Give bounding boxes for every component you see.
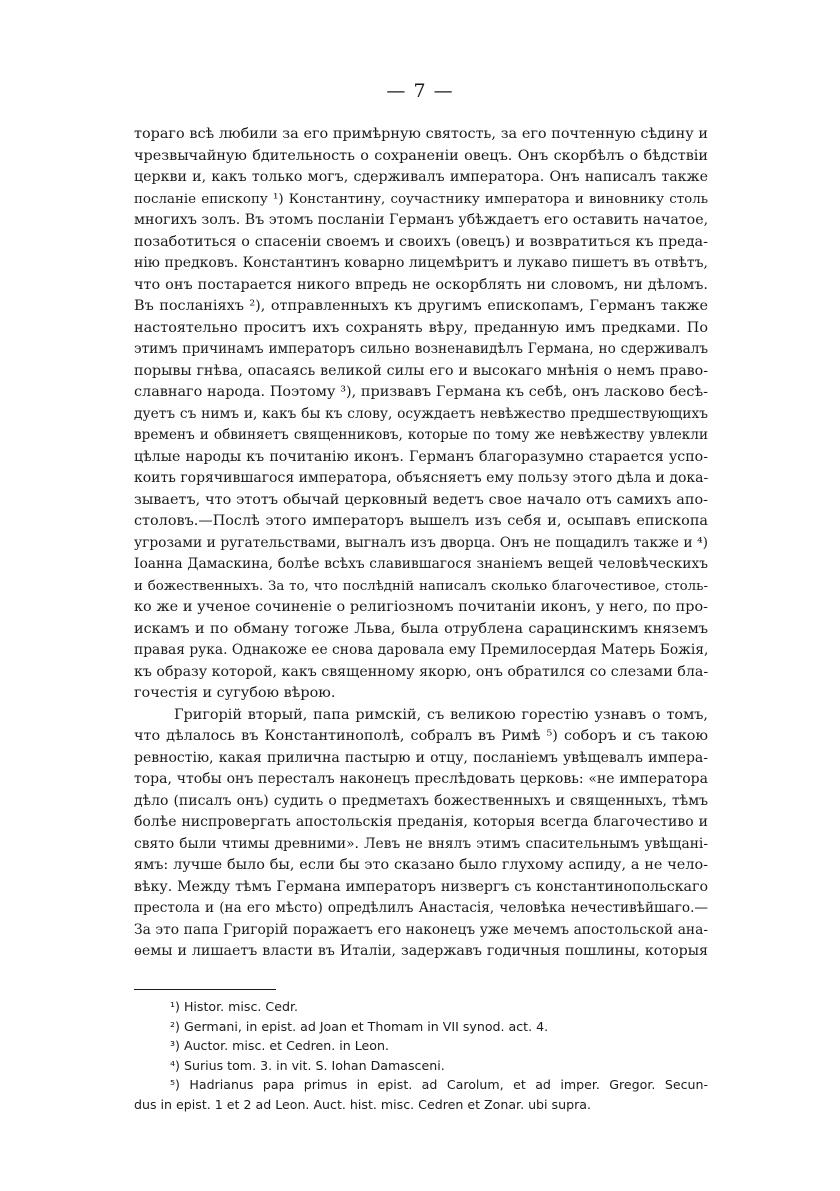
text-line: церкви и, какъ только могъ, сдерживалъ императора. Онъ написалъ также (134, 169, 708, 185)
text-line: свято были чтимы древними». Левъ не внялъ этимъ спасительнымъ увѣщані- (134, 835, 708, 852)
text-line: что онъ постарается никого впредь не оскорблять ни словомъ, ни дѣломъ. (134, 276, 708, 293)
text-line: вѣку. Между тѣмъ Германа императоръ низвергъ съ константинопольскаго (134, 878, 708, 895)
text-line: За это папа Григорій поражаетъ его наконецъ уже мечемъ апостольской ана- (134, 921, 708, 938)
text-line: славнаго народа. Поэтому ³), призвавъ Германа къ себѣ, онъ ласково бесѣ- (134, 384, 708, 400)
text-line: порывы гнѣва, опасаясь великой силы его и высокаго мнѣнія о немъ право- (134, 362, 708, 379)
text-line: престола и (на его мѣсто) опредѣлилъ Анастасія, человѣка нечестивѣйшаго.— (134, 900, 708, 916)
text-line: зываетъ, что этотъ обычай церковный ведетъ свое начало отъ самихъ апо- (134, 491, 708, 508)
footnote-line: ²) Germani, in epist. ad Joan et Thomam in VII synod. act. 4. (170, 1018, 549, 1034)
text-line: искамъ и по обману тогоже Льва, была отрублена сарацинскимъ княземъ (134, 620, 708, 637)
text-line: ревностію, какая прилична пастырю и отцу, посланіемъ увѣщевалъ импера- (134, 749, 708, 766)
text-line: этимъ причинамъ императоръ сильно возненавидѣлъ Германа, но сдерживалъ (134, 341, 708, 357)
text-line: что дѣлалось въ Константинополѣ, собралъ въ Римѣ ⁵) соборъ и съ такою (134, 728, 708, 744)
text-line: посланіе епископу ¹) Константину, соучастнику императора и виновнику столь (134, 191, 708, 207)
text-line: Въ посланіяхъ ²), отправленныхъ къ другимъ епископамъ, Германъ также (134, 298, 708, 314)
footnote-line: ⁵) Hadrianus papa primus in epist. ad Carolum, et ad imper. Gregor. Secun- (170, 1077, 708, 1092)
footnote-line: ³) Auctor. misc. et Cedren. in Leon. (170, 1038, 389, 1053)
text-line: дѣло (писалъ онъ) судить о предметахъ божественныхъ и священныхъ, тѣмъ (134, 792, 708, 809)
body-text (134, 124, 708, 963)
footnote-line: ⁴) Surius tom. 3. in vit. S. Iohan Damasceni. (170, 1057, 445, 1073)
text-line: цѣлые народы къ почитанію иконъ. Германъ благоразумно старается успо- (134, 448, 708, 465)
text-line: ко же и ученое сочиненіе о религіозномъ почитаніи иконъ, у него, по про- (134, 599, 708, 615)
text-line: тораго всѣ любили за его примѣрную святость, за его почтенную сѣдину и (134, 126, 708, 142)
text-line: угрозами и ругательствами, выгналъ изъ дворца. Онъ не пощадилъ также и ⁴) (134, 534, 708, 551)
text-line: тора, чтобы онъ пересталъ наконецъ преслѣдовать церковь: «не императора (134, 771, 708, 787)
text-line: Іоанна Дамаскина, болѣе всѣхъ славившагося знаніемъ вещей человѣческихъ (134, 556, 708, 572)
text-line: нію предковъ. Константинъ коварно лицемѣритъ и лукаво пишетъ въ отвѣтъ, (134, 255, 708, 271)
footnotes (134, 997, 708, 1114)
text-line: временъ и обвиняетъ священниковъ, которые по тому же невѣжеству увлекли (134, 427, 708, 443)
text-line: позаботиться о спасеніи своемъ и своихъ (овецъ) и возвратиться къ преда- (134, 233, 708, 250)
text-line: чрезвычайную бдительность о сохраненіи овецъ. Онъ скорбѣлъ о бѣдствіи (134, 147, 708, 164)
text-line: дуетъ съ нимъ и, какъ бы къ слову, осуждаетъ невѣжество предшествующихъ (134, 405, 708, 422)
footnote-line: dus in epist. 1 et 2 ad Leon. Auct. hist. misc. Cedren et Zonar. ubi supra. (134, 1096, 591, 1112)
text-line: ямъ: лучше было бы, если бы это сказано было глухому аспиду, а не чело- (134, 857, 708, 873)
text-line: многихъ золъ. Въ этомъ посланіи Германъ убѣждаетъ его оставить начатое, (134, 212, 708, 228)
text-line: гочестія и сугубою вѣрою. (134, 685, 336, 701)
text-line: коить горячившагося императора, объясняетъ ему пользу этого дѣла и дока- (134, 470, 708, 486)
text-line: правая рука. Однакоже ее снова даровала ему Премилосердая Матерь Божія, (134, 642, 708, 658)
footnote-divider (134, 989, 276, 990)
footnote-line: ¹) Histor. misc. Cedr. (170, 999, 298, 1014)
text-line: и божественныхъ. За то, что послѣдній написалъ сколько благочестивое, столь- (134, 578, 708, 594)
text-line: къ образу которой, какъ священному якорю, онъ обратился со слезами бла- (134, 663, 708, 680)
text-line: ѳемы и лишаетъ власти въ Италіи, задержавъ годичныя пошлины, которыя (134, 943, 708, 959)
text-line: болѣе ниспровергать апостольскія преданія, которыя всегда благочестиво и (134, 814, 708, 830)
text-line: Григорій вторый, папа римскій, съ великою горестію узнавъ о томъ, (174, 706, 708, 723)
text-line: настоятельно проситъ ихъ сохранять вѣру, преданную имъ предками. По (134, 319, 708, 336)
text-line: столовъ.—Послѣ этого императоръ вышелъ изъ себя и, осыпавъ епископа (134, 513, 708, 529)
page-number: — 7 — (386, 80, 454, 102)
